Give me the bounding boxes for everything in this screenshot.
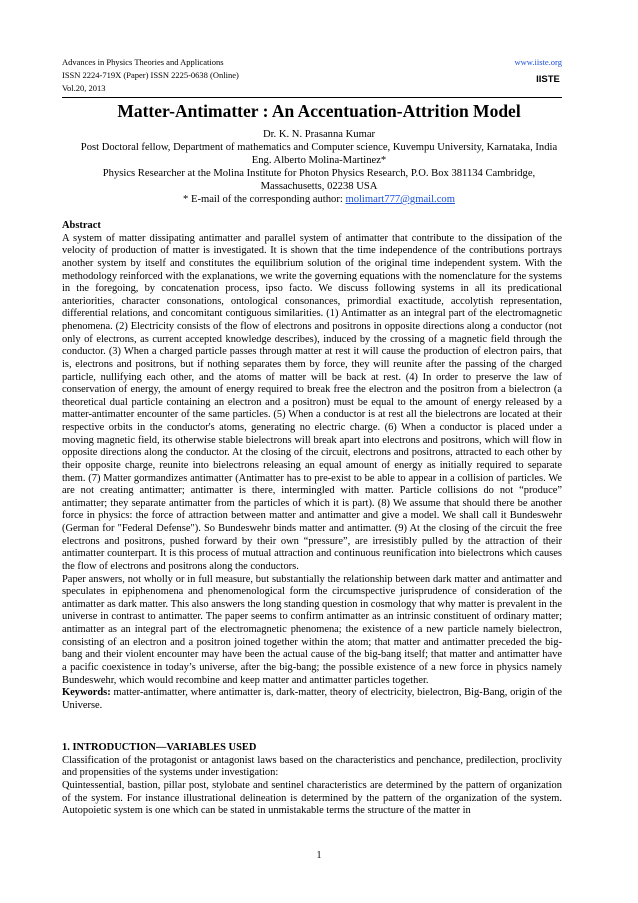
svg-text:IISTE: IISTE bbox=[536, 74, 560, 85]
author-1-affiliation: Post Doctoral fellow, Department of mathematics and Computer science, Kuvempu University, Karnataka, India bbox=[80, 142, 558, 153]
paper-title: Matter-Antimatter : An Accentuation-Attrition Model bbox=[117, 101, 521, 121]
abstract-paragraph-1: A system of matter dissipating antimatter and parallel system of antimatter that contribute to the dissipation of the velocity of production of matter is investigated. It is shown that the time independence of the contributions portrays another system by itself and constitutes the equilibrium solution of the original time independent system. With the methodology reinforced with the explanations, we write the governing equations with the nomenclature for the systems in the foregoing, by concatenation process, ipso facto. We discuss following systems in all its predicational anteriorities, character consonations, ontological consonances, primordial exactitude, accolytish representation, differential relations, and concomitant contiguous similarities. (1) Antimatter as an integral part of the electromagnetic phenomena. (2) Electricity consists of the flow of electrons and positrons in opposite directions along a conductor (not only of electrons, as current accepted knowledge describes), induced by the crossing of a magnetic field through the conductor. (3) When a charged particle passes through matter at rest it will cause the production of electron pairs, that is, electrons and positrons, but if nothing separates them by force, they will reunite after the passing of the charged particle, nullifying each other, and the atoms of matter will be back at rest. (4) In order to preserve the law of conservation of energy, the amount of energy required to break free the electron and the positron from a bielectron (a theoretical dual particle containing an electron and a positron) must be equal to the amount of energy released by a matter-antimatter encounter of the same particles. (5) When a conductor is at rest all the bielectrons are located at their respective orbits in the conductor's atoms, generating no electric charge. (6) When a conductor is placed under a moving magnetic field, its otherwise stable bielectrons will break apart into electrons and positrons, which will flow in opposite directions along the conductor. At the closing of the circuit, electrons and positrons, attracted to each other by their opposite charge, reunite into bielectrons releasing an equal amount of energy as initially required to separate them. (7) Matter gormandizes antimatter (Antimatter has to pre-exist to be able to appear in a collision of particles. We are not creating antimatter; antimatter is there, intermingled with matter. Particle collisions do not “produce” antimatter; they separate antimatter from the particles of which it is part). (8) We assume that should there be another force in physics: the force of attraction between matter and antimatter and give a model. We shall call it Bundeswehr (German for "Federal Defense"). So Bundeswehr binds matter and antimatter. (9) At the closing of the circuit the free electrons and positrons, pushed forward by their own “pressure”, are irresistibly pulled by the attraction of their antimatter counterpart. It is this process of mutual attraction and continuous reunification into bielectrons which causes the flow of electrons and positrons along the conductors. bbox=[62, 232, 562, 572]
introduction-paragraph-1: Classification of the protagonist or antagonist laws based on the characteristics and penchance, predilection, proclivity and propensities of the systems under investigation: bbox=[62, 754, 562, 779]
keywords-label: Keywords: bbox=[62, 687, 111, 699]
keywords-line bbox=[62, 687, 562, 712]
journal-url-link[interactable]: www.iiste.org bbox=[514, 57, 562, 67]
author-2-affiliation-line-2: Massachusetts, 02238 USA bbox=[260, 181, 378, 192]
page-number: 1 bbox=[316, 850, 322, 861]
introduction-section bbox=[62, 742, 562, 818]
abstract-heading: Abstract bbox=[62, 220, 101, 231]
introduction-heading: 1. INTRODUCTION—VARIABLES USED bbox=[62, 742, 257, 753]
header-rule bbox=[62, 97, 562, 98]
keywords-text: matter-antimatter, where antimatter is, dark-matter, theory of electricity, bielectron, Big-Bang, origin of the Universe. bbox=[62, 687, 562, 711]
abstract-section bbox=[62, 220, 562, 712]
email-link[interactable]: molimart777@gmail.com bbox=[345, 194, 455, 205]
introduction-paragraph-2: Quintessential, bastion, pillar post, stylobate and sentinel characteristics are determined by the pattern of organization of the system. For instance illustrational delineation is determined by the pattern of the organization of the system. Autopoietic system is one which can be stated in unmistakable terms the structure of the matter in bbox=[62, 779, 562, 817]
author-1: Dr. K. N. Prasanna Kumar bbox=[262, 129, 376, 140]
corresponding-author bbox=[62, 194, 576, 207]
author-2-affiliation-line-1: Physics Researcher at the Molina Institute for Photon Physics Research, P.O. Box 381134 Cambridge, bbox=[102, 168, 536, 179]
journal-issn: ISSN 2224-719X (Paper) ISSN 2225-0638 (Online) bbox=[62, 70, 239, 80]
journal-name: Advances in Physics Theories and Applications bbox=[62, 57, 224, 67]
email-label: * E-mail of the corresponding author: bbox=[183, 194, 346, 205]
journal-volume: Vol.20, 2013 bbox=[62, 83, 106, 93]
author-2: Eng. Alberto Molina-Martinez* bbox=[251, 155, 387, 166]
abstract-paragraph-2: Paper answers, not wholly or in full measure, but substantially the relationship between dark matter and antimatter and speculates in epiphenomena and phenomenological form the circumspective jurisprudence of consideration of the antimatter as dark matter. This also answers the long standing question in cosmology that why matter is prevalent in the universe in contrast to antimatter. The paper seems to confirm antimatter as an intrinsic constituent of ordinary matter; antimatter as an integral part of the electromagnetic phenomena; the existence of a new particle namely bielectron, consisting of an electron and a positron joined together within the atom; that matter and antimatter preceded the big-bang and their violent encounter may have been the actual cause of the big-bang itself; that matter and antimatter have a pacific coexistence in today’s universe, after the big-bang; the possible existence of a new force in physics namely Bundeswehr, which would recombine and keep matter and antimatter particles together. bbox=[62, 573, 562, 686]
iiste-logo bbox=[536, 69, 560, 85]
